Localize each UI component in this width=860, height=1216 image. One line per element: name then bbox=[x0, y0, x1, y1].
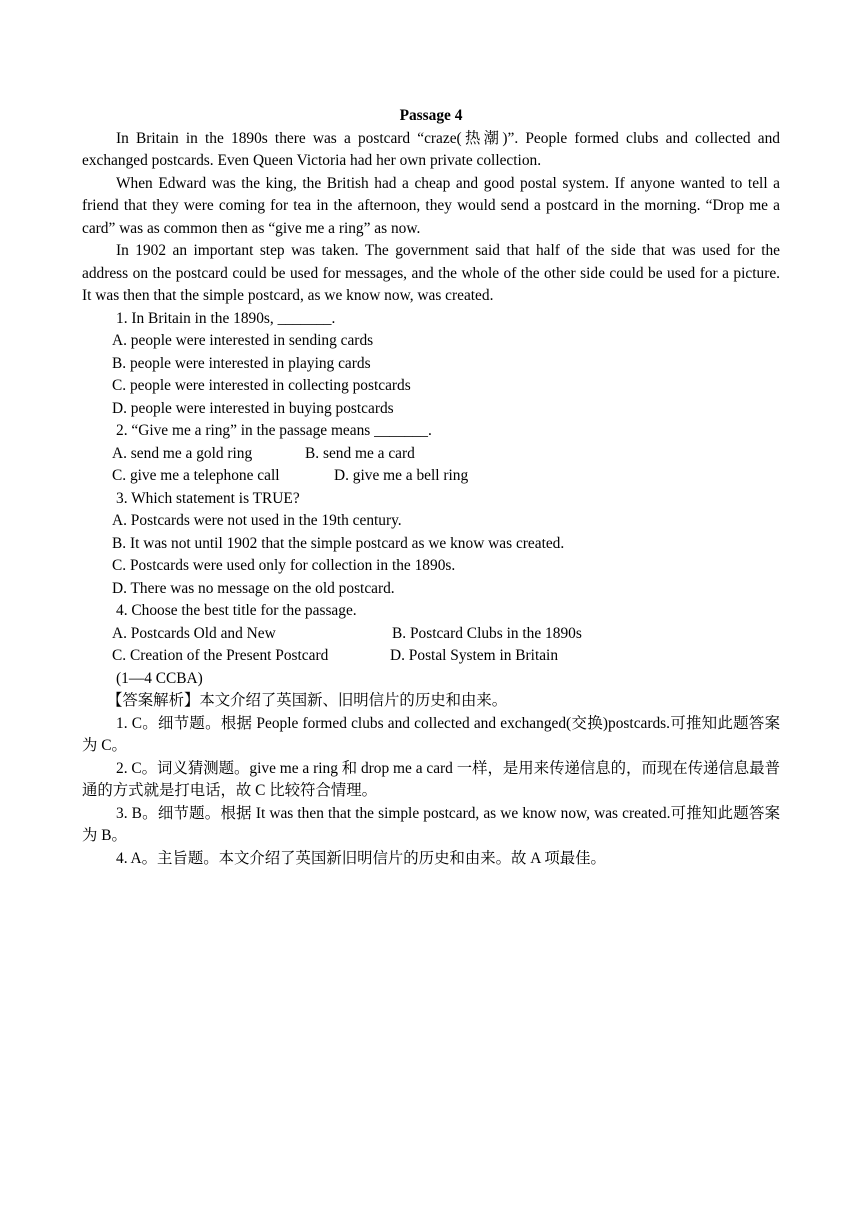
question-4-option-d: D. Postal System in Britain bbox=[390, 647, 559, 664]
explanation-item-3: 3. B。细节题。根据 It was then that the simple postcard, as we know now, was created.可推知此题答案为 B。 bbox=[82, 804, 780, 844]
question-3-option-b: B. It was not until 1902 that the simple postcard as we know was created. bbox=[112, 534, 565, 552]
explanation-item-4: 4. A。主旨题。本文介绍了英国新旧明信片的历史和由来。故 A 项最佳。 bbox=[116, 849, 606, 867]
question-3-stem: 3. Which statement is TRUE? bbox=[116, 489, 300, 507]
document-page bbox=[82, 105, 780, 870]
question-4-options-row-2 bbox=[82, 645, 780, 668]
passage-title: Passage 4 bbox=[399, 107, 463, 124]
question-3-option-a: A. Postcards were not used in the 19th century. bbox=[112, 512, 402, 529]
passage-paragraph-3: In 1902 an important step was taken. The government said that half of the side that was used for the address on the postcard could be used for messages, and the whole of the other side could be used for a picture. It was then that the simple postcard, as we know now, was created. bbox=[82, 242, 780, 304]
question-3-option-d: D. There was no message on the old postcard. bbox=[112, 579, 395, 597]
passage-paragraph-1: In Britain in the 1890s there was a postcard “craze(热潮)”. People formed clubs and collected and exchanged postcards. Even Queen Victoria had her own private collection. bbox=[82, 129, 780, 169]
question-2-option-a: A. send me a gold ring bbox=[112, 444, 253, 462]
question-4-stem: 4. Choose the best title for the passage. bbox=[116, 602, 357, 619]
explanation-item-1: 1. C。细节题。根据 People formed clubs and collected and exchanged(交换)postcards.可推知此题答案为 C。 bbox=[82, 714, 780, 754]
question-1-stem: 1. In Britain in the 1890s, _______. bbox=[116, 309, 336, 327]
question-2-option-d: D. give me a bell ring bbox=[334, 467, 469, 484]
question-4-option-c: C. Creation of the Present Postcard bbox=[112, 647, 329, 664]
explanation-heading: 【答案解析】本文介绍了英国新、旧明信片的历史和由来。 bbox=[107, 692, 508, 709]
passage-paragraph-2: When Edward was the king, the British had a cheap and good postal system. If anyone wanted to tell a friend that they were coming for tea in the afternoon, they would send a postcard in the morning. “Drop me a card” was as common then as “give me a ring” as now. bbox=[82, 174, 780, 237]
question-1-option-c: C. people were interested in collecting postcards bbox=[112, 377, 411, 394]
question-4-options-row-1 bbox=[82, 623, 780, 646]
question-1-option-d: D. people were interested in buying postcards bbox=[112, 399, 394, 417]
question-1-option-b: B. people were interested in playing cards bbox=[112, 354, 371, 372]
question-2-options-row-2 bbox=[82, 465, 780, 488]
answer-key: (1—4 CCBA) bbox=[116, 669, 203, 687]
question-2-options-row-1 bbox=[82, 443, 780, 466]
question-3-option-c: C. Postcards were used only for collection in the 1890s. bbox=[112, 557, 456, 574]
question-2-option-c: C. give me a telephone call bbox=[112, 467, 280, 484]
explanation-item-2: 2. C。词义猜测题。give me a ring 和 drop me a card 一样，是用来传递信息的，而现在传递信息最普通的方式就是打电话，故 C 比较符合情理。 bbox=[82, 759, 780, 799]
question-1-option-a: A. people were interested in sending cards bbox=[112, 332, 374, 349]
question-4-option-a: A. Postcards Old and New bbox=[112, 624, 276, 642]
question-2-stem: 2. “Give me a ring” in the passage means _______. bbox=[116, 422, 432, 439]
question-4-option-b: B. Postcard Clubs in the 1890s bbox=[392, 624, 582, 642]
question-2-option-b: B. send me a card bbox=[305, 444, 415, 462]
